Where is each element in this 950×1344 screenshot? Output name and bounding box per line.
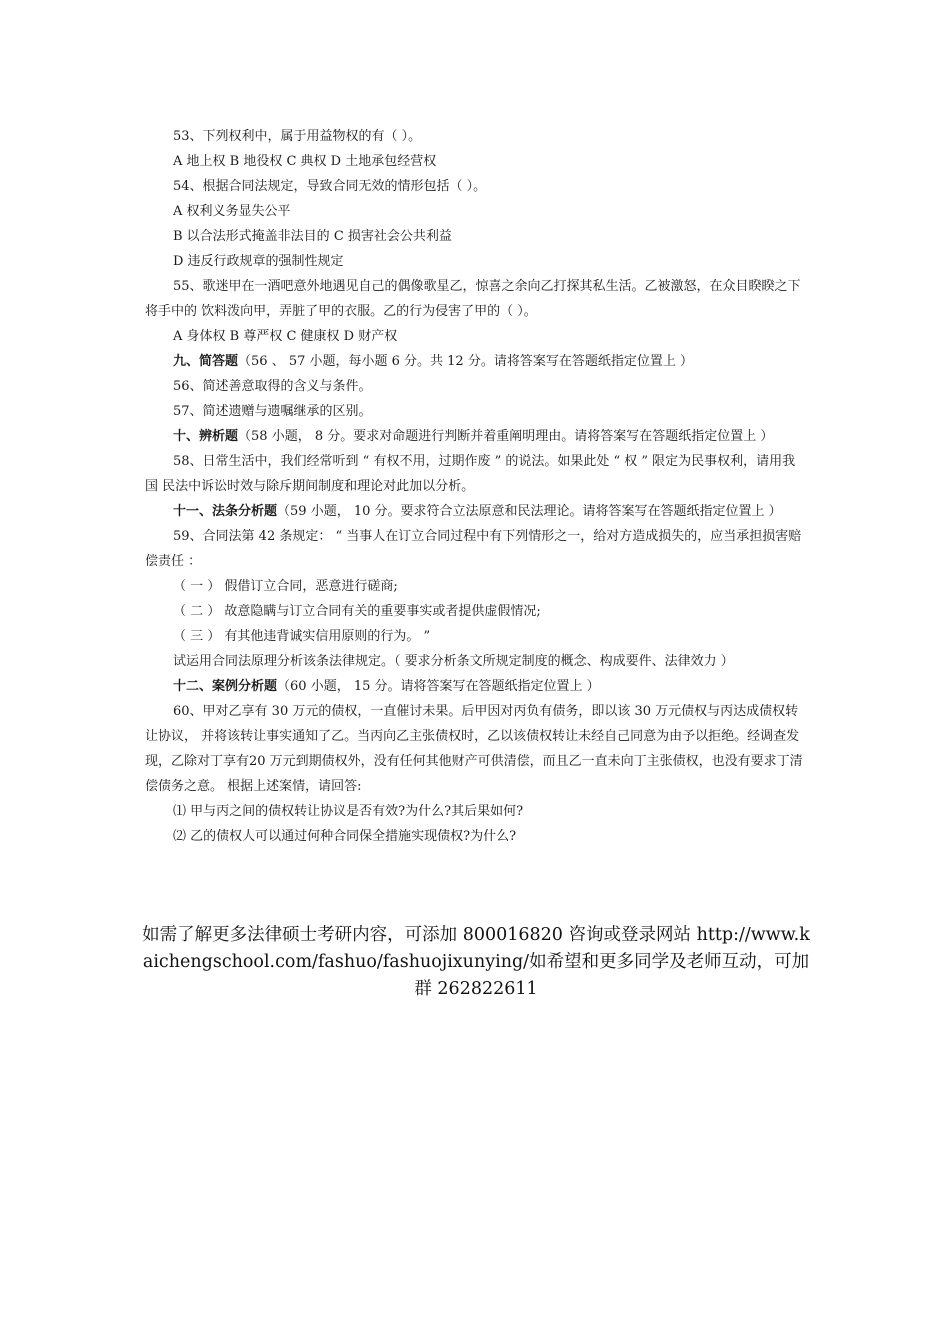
question-54-option-d: D 违反行政规章的强制性规定 <box>173 254 344 269</box>
question-54-option-a: A 权利义务显失公平 <box>173 204 291 219</box>
question-54-option-bc: B 以合法形式掩盖非法目的 C 损害社会公共利益 <box>173 229 452 244</box>
section-11-title: 十一、法条分析题 <box>173 504 278 519</box>
section-10-heading <box>145 424 807 449</box>
section-10-title: 十、辨析题 <box>173 429 239 444</box>
question-60-sub-2: ⑵ 乙的债权人可以通过何种合同保全措施实现债权?为什么? <box>173 829 517 844</box>
section-12-note: （60 小题， 15 分。请将答案写在答题纸指定位置上 ） <box>277 679 600 694</box>
question-59-item-2: （ 二 ） 故意隐瞒与订立合同有关的重要事实或者提供虚假情况; <box>173 604 541 619</box>
question-59-item-3: （ 三 ） 有其他违背诚实信用原则的行为。 ” <box>173 629 431 644</box>
section-12-title: 十二、案例分析题 <box>173 679 278 694</box>
section-11-heading <box>145 499 807 524</box>
question-56: 56、简述善意取得的含义与条件。 <box>173 379 372 394</box>
question-53-stem: 53、下列权利中，属于用益物权的有（ ）。 <box>173 129 422 144</box>
question-60-stem: 60、甲对乙享有 30 万元的债权，一直催讨未果。后甲因对丙负有债务，即以该 30 万元债权与丙达成债权转让协议， 并将该转让事实通知了乙。当丙向乙主张债权时，乙以该债权转让未经自己同意为由予以拒绝。经调查发现，乙除对丁享有20 万元到期债权外，没有任何其他财产可供清偿，而且乙一直未向丁主张债权，也没有要求丁清偿债务之意。 根据上述案情，请回答: <box>145 704 803 794</box>
question-58: 58、日常生活中，我们经常听到 “ 有权不用，过期作废 ” 的说法。如果此处 “ 权 ” 限定为民事权利，请用我国 民法中诉讼时效与除斥期间制度和理论对此加以分析。 <box>145 454 796 494</box>
question-54-stem: 54、根据合同法规定，导致合同无效的情形包括（ ）。 <box>173 179 487 194</box>
question-60-sub-1: ⑴ 甲与丙之间的债权转让协议是否有效?为什么?其后果如何? <box>173 804 524 819</box>
question-57: 57、简述遗赠与遗嘱继承的区别。 <box>173 404 372 419</box>
promo-footer: 如需了解更多法律硕士考研内容，可添加 800016820 咨询或登录网站 http://www.kaichengschool.com/fashuo/fashuojixunying/如希望和更多同学及老师互动，可加群 262822611 <box>142 925 810 999</box>
section-11-note: （59 小题， 10 分。要求符合立法原意和民法理论。请将答案写在答题纸指定位置上 ） <box>277 504 782 519</box>
section-9-heading <box>145 349 807 374</box>
question-59-instruction: 试运用合同法原理分析该条法律规定。（ 要求分析条文所规定制度的概念、构成要件、法律效力 ） <box>173 654 734 669</box>
section-9-title: 九、简答题 <box>173 354 239 369</box>
question-59-item-1: （ 一 ） 假借订立合同，恶意进行磋商; <box>173 579 398 594</box>
exam-content <box>145 124 807 849</box>
question-55-options: A 身体权 B 尊严权 C 健康权 D 财产权 <box>173 329 398 344</box>
section-10-note: （58 小题， 8 分。要求对命题进行判断并着重阐明理由。请将答案写在答题纸指定位置上 ） <box>238 429 774 444</box>
question-59-stem: 59、合同法第 42 条规定： “ 当事人在订立合同过程中有下列情形之一，给对方造成损失的，应当承担损害赔偿责任 ： <box>145 529 802 569</box>
section-9-note: （56 、 57 小题，每小题 6 分。共 12 分。请将答案写在答题纸指定位置上 ） <box>238 354 693 369</box>
question-53-options: A 地上权 B 地役权 C 典权 D 土地承包经营权 <box>173 154 437 169</box>
section-12-heading <box>145 674 807 699</box>
question-55-stem: 55、歌迷甲在一酒吧意外地遇见自己的偶像歌星乙，惊喜之余向乙打探其私生活。乙被激怒，在众目睽睽之下将手中的 饮料泼向甲，弄脏了甲的衣服。乙的行为侵害了甲的（ ）。 <box>145 279 801 319</box>
